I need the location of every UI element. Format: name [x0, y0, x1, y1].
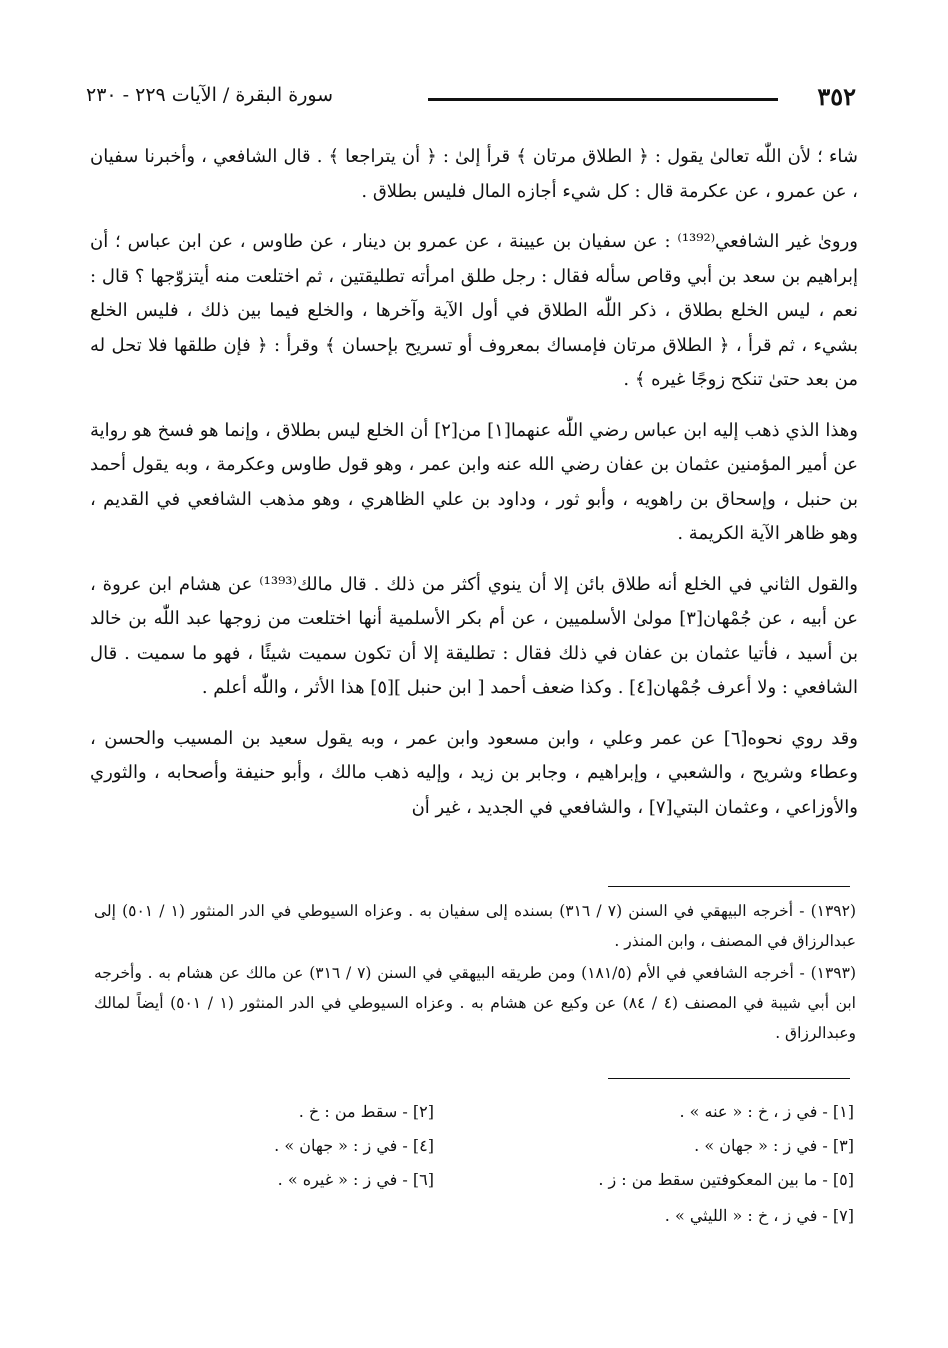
- paragraph: وقد روي نحوه[٦] عن عمر وعلي ، وابن مسعود وابن عمر ، وبه يقول سعيد بن المسيب والحسن ، وعطاء وشريح ، والشعبي ، وإبراهيم ، وجابر بن زيد ، وإليه ذهب مالك ، وأبو حنيفة وأصحابه ، والثوري والأوزاعي ، وعثمان البتي[٧] ، والشافعي في الجديد ، غير أن: [90, 727, 858, 818]
- variant-note: [٦] - في ز : « غيره » .: [277, 1170, 434, 1189]
- variant-note: [٢] - سقط من : خ .: [298, 1102, 434, 1121]
- variant-note: [٧] - في ز ، خ : « الليثي » .: [664, 1206, 854, 1225]
- footnote: (١٣٩٢) - أخرجه البيهقي في السنن (٧ / ٣١٦) بسنده إلى سفيان به . وعزاه السيوطي في الدر المنثور (١ / ٥٠١) إلى عبدالرزاق في المصنف ، وابن المنذر .: [94, 902, 856, 950]
- main-text: [90, 140, 858, 841]
- running-title: سورة البقرة / الآيات ٢٢٩ - ٢٣٠: [86, 84, 334, 106]
- page-number: ٣٥٢: [817, 82, 856, 111]
- paragraph: وهذا الذي ذهب إليه ابن عباس رضي اللّٰه عنهما[١] من[٢] أن الخلع ليس بطلاق ، وإنما هو فسخ هو رواية عن أمير المؤمنين عثمان بن عفان رضي الله عنه وابن عمر ، وهو قول طاوس وعكرمة ، وبه يقول أحمد بن حنبل ، وإسحاق بن راهويه ، وأبو ثور ، وداود بن علي الظاهري ، وهو مذهب الشافعي في القديم ، وهو ظاهر الآية الكريمة .: [90, 419, 858, 544]
- variant-note: [٣] - في ز : « جهان » .: [694, 1136, 854, 1155]
- variants-divider: [608, 1078, 850, 1079]
- footnote-divider: [608, 886, 850, 887]
- variant-note: [١] - في ز ، خ : « عنه » .: [679, 1102, 854, 1121]
- paragraph: ورویٰ غير الشافعي⁽¹³⁹²⁾ : عن سفيان بن عيينة ، عن عمرو بن دينار ، عن طاوس ، عن ابن عباس ؛ أن إبراهيم بن سعد بن أبي وقاص سأله فقال : رجل طلق امرأته تطليقتين ، ثم اختلعت منه أيتزوّجها ؟ قال : نعم ، ليس الخلع بطلاق ، ذكر اللّٰه الطلاق في أول الآية وآخرها ، والخلع فيما بين ذلك ، فليس الخلع بشيء ، ثم قرأ ، ﴿ الطلاق مرتان فإمساك بمعروف أو تسريح بإحسان ﴾ وقرأ : ﴿ فإن طلقها فلا تحل له من بعد حتىٰ تنكح زوجًا غيره ﴾ .: [90, 231, 859, 390]
- header-rule: [428, 98, 778, 101]
- footnote: (١٣٩٣) - أخرجه الشافعي في الأم (١٨١/٥) ومن طريقه البيهقي في السنن (٧ / ٣١٦) عن مالك عن هشام به . وأخرجه ابن أبي شيبة في المصنف (٤ / ٨٤) عن وكيع عن هشام به . وعزاه السيوطي في الدر المنثور (١ / ٥٠١) أيضاً لمالك وعبدالرزاق .: [94, 964, 857, 1042]
- paragraph: والقول الثاني في الخلع أنه طلاق بائن إلا أن ينوي أكثر من ذلك . قال مالك⁽¹³⁹³⁾ عن هشام ابن عروة ، عن أبيه ، عن جُمْهان[٣] مولیٰ الأسلميين ، عن أم بكر الأسلمية أنها اختلعت من زوجها عبد اللّٰه بن خالد بن أسيد ، فأتيا عثمان بن عفان في ذلك فقال : تطليقة إلا أن تكون سميت شيئًا ، فهو ما سميت . قال الشافعي : ولا أعرف جُمْهان[٤] . وكذا ضعف أحمد [ ابن حنبل ][٥] هذا الأثر ، واللّٰه أعلم .: [90, 573, 858, 698]
- paragraph: شاء ؛ لأن اللّٰه تعالىٰ يقول : ﴿ الطلاق مرتان ﴾ قرأ إلىٰ : ﴿ أن يتراجعا ﴾ . قال الشافعي ، وأخبرنا سفيان ، عن عمرو ، عن عكرمة قال : كل شيء أجازه المال فليس بطلاق .: [90, 146, 858, 202]
- footnotes: [94, 896, 856, 1050]
- variant-note: [٤] - في ز : « جهان » .: [274, 1136, 434, 1155]
- variant-note: [٥] - ما بين المعكوفتين سقط من : ز .: [598, 1170, 854, 1189]
- page-header: [86, 78, 856, 118]
